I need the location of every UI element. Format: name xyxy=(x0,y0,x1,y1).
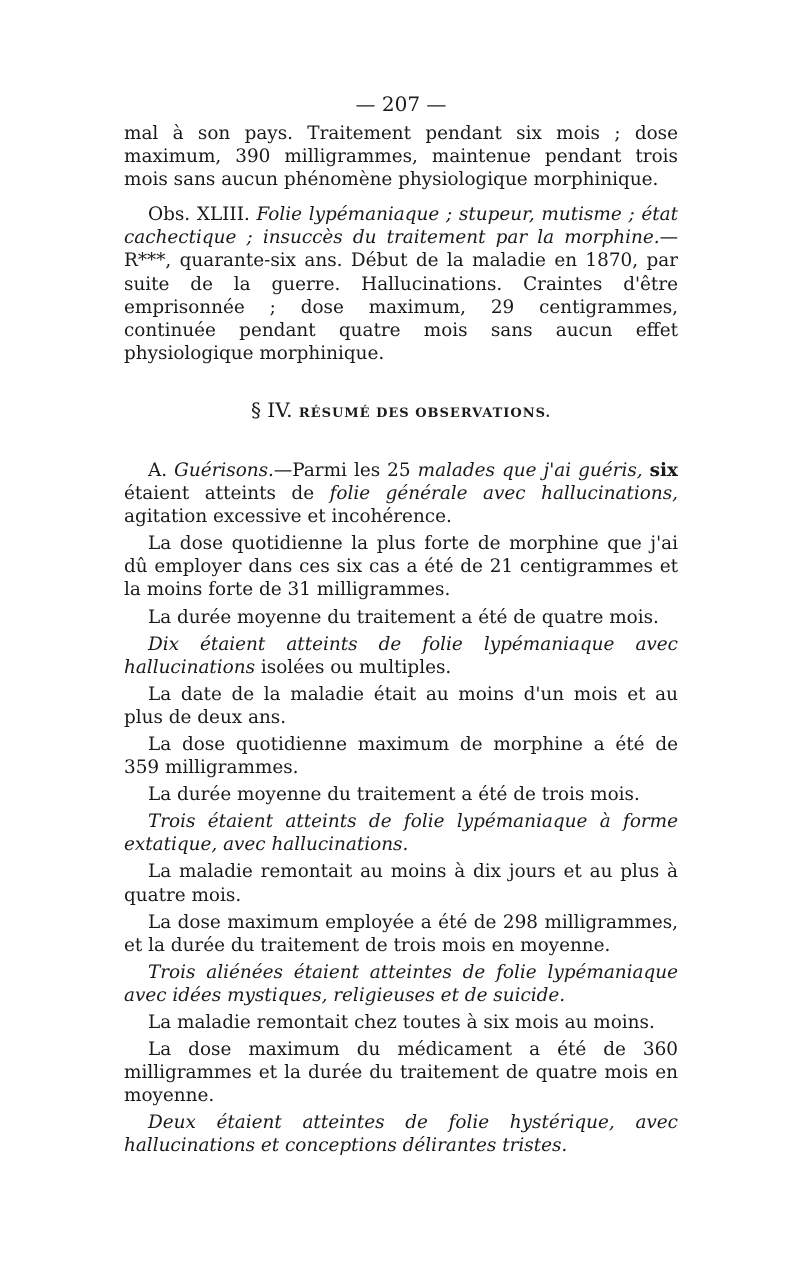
paragraph: La maladie remontait au moins à dix jours et au plus à quatre mois. xyxy=(124,861,678,906)
section-title: RÉSUMÉ DES OBSERVATIONS. xyxy=(298,405,552,421)
paragraph-bold: six xyxy=(649,459,678,481)
paragraph: La dose maximum du médicament a été de 360 milligrammes et la durée du traitement de quatre mois en moyenne. xyxy=(124,1039,678,1107)
page-number: — 207 — xyxy=(355,92,447,116)
paragraph-italic: Trois aliénées étaient atteintes de folie lypémaniaque avec idées mystiques, religieuses et de suicide. xyxy=(124,961,678,1006)
observation-43 xyxy=(124,203,678,365)
observation-title: Folie lypémaniaque ; stupeur, mutisme ; état cachectique ; insuccès du traitement par la morphine. xyxy=(124,204,678,249)
paragraph: La dose quotidienne maximum de morphine a été de 359 milligrammes. xyxy=(124,733,678,779)
paragraph-text-1: étaient atteints de xyxy=(124,483,315,505)
paragraph-italic: Dix étaient atteints de folie lypémaniaque avec hallucinations xyxy=(124,633,678,678)
opening-text: mal à son pays. Traitement pendant six mois ; dose maximum, 390 milligrammes, maintenue pendant trois mois sans aucun phénomène physiologique morphinique. xyxy=(124,123,678,191)
paragraph: La dose maximum employée a été de 298 milligrammes, et la durée du traitement de trois mois en moyenne. xyxy=(124,911,678,956)
opening-paragraph xyxy=(124,122,678,191)
paragraph-italic-1: malades que j'ai guéris, xyxy=(417,459,643,481)
paragraph-text-2: agitation excessive et incohérence. xyxy=(124,506,452,528)
paragraph: La date de la maladie était au moins d'un mois et au plus de deux ans. xyxy=(124,683,678,728)
paragraph-label-italic: Guérisons. xyxy=(174,459,274,481)
observation-label: Obs. XLIII. xyxy=(148,204,250,226)
paragraph-label: A. xyxy=(148,459,168,481)
paragraph-italic: Deux étaient atteintes de folie hystérique, avec hallucinations et conceptions délirantes tristes. xyxy=(124,1112,678,1157)
book-page xyxy=(124,92,678,1162)
paragraph: La maladie remontait chez toutes à six mois au moins. xyxy=(148,1012,655,1033)
paragraph xyxy=(124,1111,678,1157)
section-symbol: § IV. xyxy=(250,397,293,422)
paragraph-text: isolées ou multiples. xyxy=(260,656,452,678)
paragraph: La durée moyenne du traitement a été de quatre mois. xyxy=(148,606,659,628)
paragraph: La dose quotidienne la plus forte de morphine que j'ai dû employer dans ces six cas a été de 21 centigrammes et la moins forte de 31 milligrammes. xyxy=(124,533,678,601)
paragraph-italic: Trois étaient atteints de folie lypémaniaque à forme extatique, avec hallucinations. xyxy=(124,811,678,856)
paragraph-dash: —Parmi les 25 xyxy=(273,459,411,481)
observation-text: —R***, quarante-six ans. Début de la maladie en 1870, par suite de la guerre. Hallucinations. Craintes d'être emprisonnée ; dose maximum, 29 centigrammes, continuée pendant quatre mois sans aucun effet physiologique morphinique. xyxy=(124,227,678,364)
paragraph-italic-2: folie générale avec hallucinations, xyxy=(329,483,678,505)
paragraph xyxy=(124,961,678,1007)
paragraph xyxy=(124,810,678,856)
paragraph: La durée moyenne du traitement a été de trois mois. xyxy=(148,784,640,806)
paragraph-guerisons xyxy=(124,459,678,528)
paragraph xyxy=(124,633,678,679)
section-heading xyxy=(124,397,678,427)
